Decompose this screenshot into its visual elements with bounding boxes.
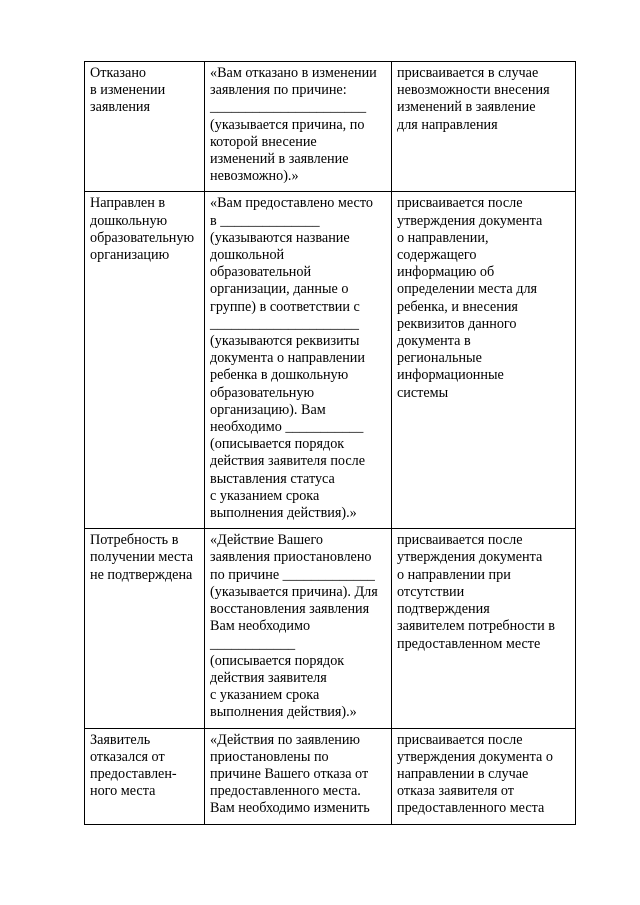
text-line: ____________ (210, 635, 296, 652)
text-line: предоставленного места. (210, 783, 361, 800)
text-line: дошкольной (210, 247, 285, 264)
text-line: не подтверждена (90, 566, 193, 583)
text-line: для направления (397, 116, 498, 133)
condition-cell (392, 192, 576, 529)
text-line: организацию (90, 247, 170, 264)
message-cell (205, 62, 392, 192)
text-line: выполнения действия).» (210, 704, 357, 721)
text-line: изменений в заявление (210, 151, 349, 168)
text-line: изменений в заявление (397, 99, 536, 116)
table-row (85, 728, 576, 824)
text-line: организации, данные о (210, 281, 349, 298)
text-line: о направлении, (397, 229, 489, 246)
text-line: отсутствии (397, 583, 465, 600)
text-line: невозможно).» (210, 168, 299, 185)
table-row (85, 192, 576, 529)
status-cell (85, 529, 205, 728)
text-line: Заявитель (90, 731, 151, 748)
text-line: о направлении при (397, 566, 511, 583)
text-line: системы (397, 384, 449, 401)
text-line: дошкольную (90, 212, 168, 229)
text-line: содержащего (397, 247, 477, 264)
message-cell (205, 529, 392, 728)
text-line: в ______________ (210, 212, 320, 229)
text-line: образовательной (210, 264, 312, 281)
text-line: невозможности внесения (397, 82, 550, 99)
text-line: заявителем потребности в (397, 618, 555, 635)
text-line: «Действие Вашего (210, 532, 324, 549)
text-line: ______________________ (210, 99, 367, 116)
text-line: региональные (397, 350, 482, 367)
text-line: отказа заявителя от (397, 783, 515, 800)
text-line: Отказано (90, 65, 147, 81)
text-line: организацию). Вам (210, 401, 326, 418)
text-line: заявления по причине: (210, 82, 347, 99)
text-line: предоставленного места (397, 800, 545, 817)
status-cell (85, 62, 205, 192)
text-line: действия заявителя после (210, 453, 366, 470)
text-line: (указывается причина, по (210, 116, 365, 133)
message-cell (205, 728, 392, 824)
text-line: (описывается порядок (210, 436, 345, 453)
text-line: утверждения документа (397, 549, 543, 566)
message-cell (205, 192, 392, 529)
text-line: утверждения документа (397, 212, 543, 229)
text-line: необходимо ___________ (210, 419, 364, 436)
text-line: (указываются название (210, 229, 350, 246)
text-line: «Вам отказано в изменении (210, 65, 377, 81)
text-line: «Действия по заявлению (210, 731, 361, 748)
text-line: присваивается после (397, 532, 523, 549)
table-row (85, 62, 576, 192)
text-line: присваивается после (397, 731, 523, 748)
text-line: подтверждения (397, 601, 490, 618)
text-line: выставления статуса (210, 470, 335, 487)
text-line: присваивается после (397, 195, 523, 212)
text-line: документа о направлении (210, 350, 365, 367)
text-line: документа в (397, 333, 471, 350)
text-line: с указанием срока (210, 687, 320, 704)
text-line: в изменении (90, 82, 166, 99)
text-line: (описывается порядок (210, 652, 345, 669)
status-cell (85, 728, 205, 824)
text-line: приостановлены по (210, 748, 329, 765)
text-line: утверждения документа о (397, 748, 553, 765)
text-line: восстановления заявления (210, 601, 370, 618)
condition-cell (392, 728, 576, 824)
status-table (84, 61, 576, 825)
text-line: Потребность в (90, 532, 179, 549)
text-line: Вам необходимо изменить (210, 800, 370, 817)
text-line: Направлен в (90, 195, 166, 212)
text-line: ребенка, и внесения (397, 298, 518, 315)
text-line: направлении в случае (397, 765, 529, 782)
text-line: определении места для (397, 281, 538, 298)
text-line: с указанием срока (210, 487, 320, 504)
table-row (85, 529, 576, 728)
text-line: ребенка в дошкольную (210, 367, 349, 384)
text-line: которой внесение (210, 133, 317, 150)
text-line: информацию об (397, 264, 495, 281)
text-line: группе) в соответствии с (210, 298, 360, 315)
text-line: по причине _____________ (210, 566, 375, 583)
text-line: предоставлен- (90, 765, 177, 782)
text-line: действия заявителя (210, 669, 327, 686)
text-line: информационные (397, 367, 504, 384)
text-line: образовательную (210, 384, 315, 401)
text-line: заявления (90, 99, 151, 116)
text-line: предоставленном месте (397, 635, 541, 652)
text-line: причине Вашего отказа от (210, 765, 369, 782)
text-line: отказался от (90, 748, 165, 765)
text-line: Вам необходимо (210, 618, 311, 635)
condition-cell (392, 529, 576, 728)
text-line: (указывается причина). Для (210, 583, 378, 600)
condition-cell (392, 62, 576, 192)
text-line: (указываются реквизиты (210, 333, 360, 350)
text-line: присваивается в случае (397, 65, 539, 81)
text-line: ного места (90, 783, 156, 800)
status-cell (85, 192, 205, 529)
text-line: _____________________ (210, 315, 359, 332)
text-line: получении места (90, 549, 194, 566)
text-line: реквизитов данного (397, 315, 517, 332)
text-line: заявления приостановлено (210, 549, 372, 566)
table-body (85, 62, 576, 825)
text-line: выполнения действия).» (210, 505, 357, 522)
text-line: «Вам предоставлено место (210, 195, 373, 212)
text-line: образовательную (90, 229, 195, 246)
